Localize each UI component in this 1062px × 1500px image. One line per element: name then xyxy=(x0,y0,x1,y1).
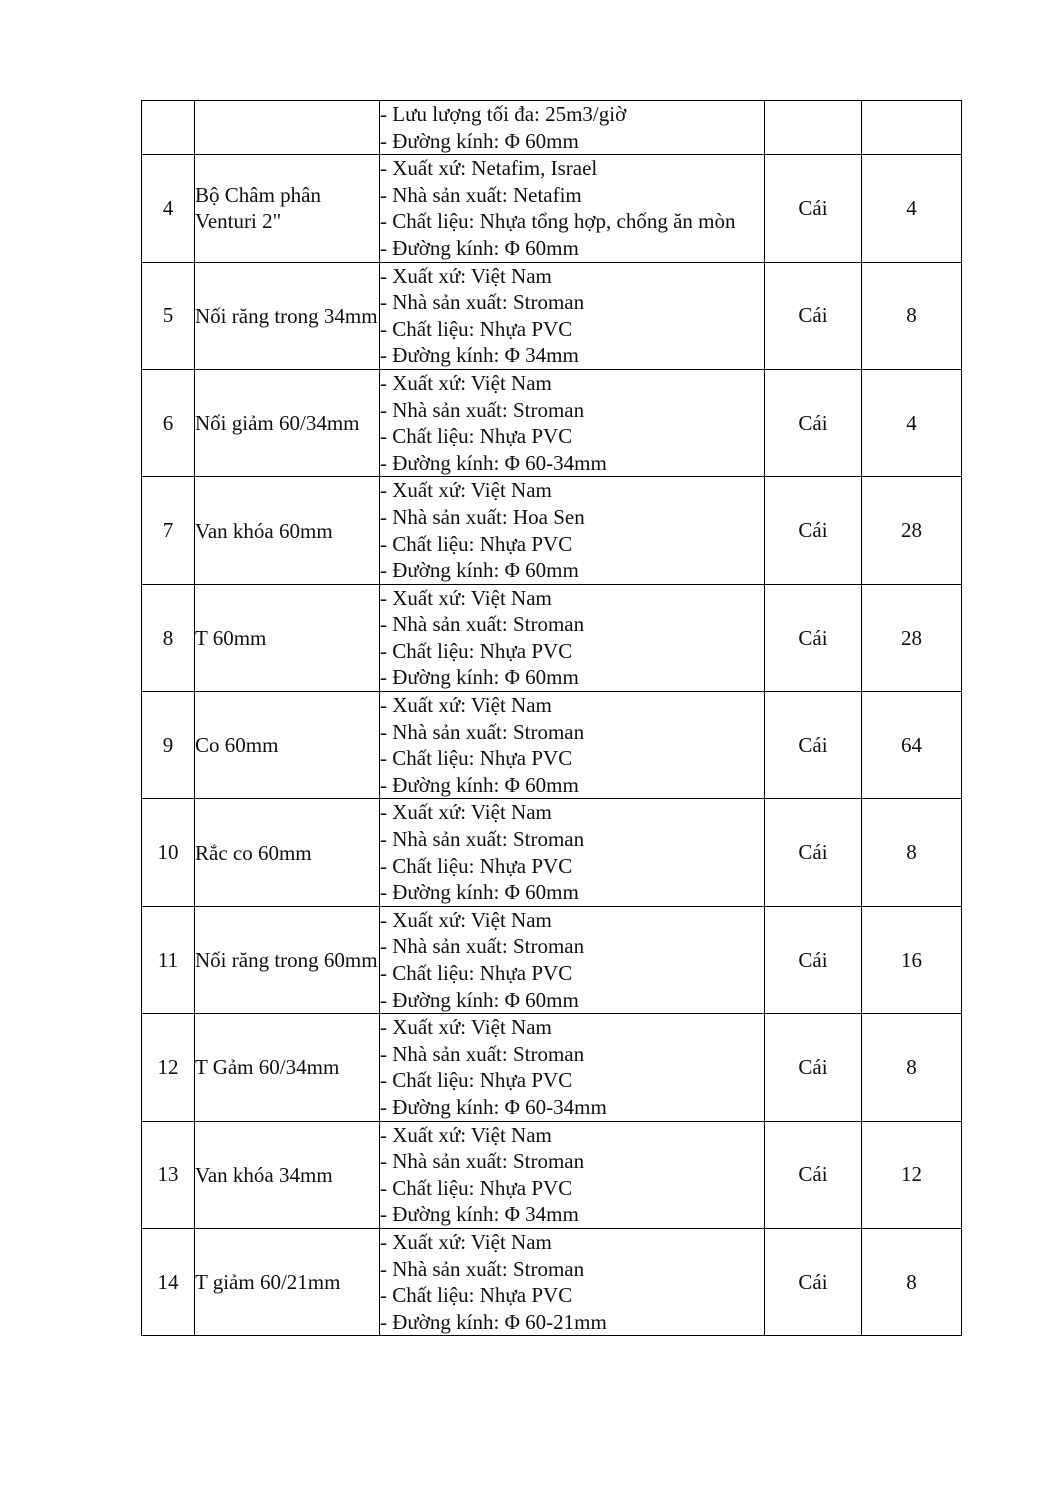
row-number: 13 xyxy=(142,1121,195,1228)
table-row xyxy=(142,477,962,584)
spec-line: - Xuất xứ: Việt Nam xyxy=(380,907,552,932)
table-row xyxy=(142,1121,962,1228)
item-specifications xyxy=(380,1228,765,1335)
spec-line: - Nhà sản xuất: Stroman xyxy=(380,719,585,744)
spec-line: - Xuất xứ: Việt Nam xyxy=(380,1015,552,1040)
spec-line: - Nhà sản xuất: Stroman xyxy=(380,934,585,959)
item-name: T giảm 60/21mm xyxy=(195,1228,380,1335)
item-specifications xyxy=(380,369,765,476)
row-number: 12 xyxy=(142,1014,195,1121)
item-name: T Gảm 60/34mm xyxy=(195,1014,380,1121)
table-row xyxy=(142,692,962,799)
table-row xyxy=(142,155,962,262)
table-row xyxy=(142,1228,962,1335)
item-specifications xyxy=(380,477,765,584)
spec-line: - Nhà sản xuất: Netafim xyxy=(380,182,582,207)
table-row xyxy=(142,262,962,369)
spec-line: - Xuất xứ: Netafim, Israel xyxy=(380,156,598,181)
spec-line: - Nhà sản xuất: Stroman xyxy=(380,827,585,852)
spec-line: - Chất liệu: Nhựa PVC xyxy=(380,853,573,878)
item-unit: Cái xyxy=(765,1228,862,1335)
spec-line: - Đường kính: Φ 34mm xyxy=(380,1202,579,1227)
item-unit: Cái xyxy=(765,906,862,1013)
spec-line: - Xuất xứ: Việt Nam xyxy=(380,800,552,825)
item-name: Nối răng trong 60mm xyxy=(195,906,380,1013)
spec-line: - Chất liệu: Nhựa PVC xyxy=(380,1068,573,1093)
item-name: Van khóa 60mm xyxy=(195,477,380,584)
spec-line: - Xuất xứ: Việt Nam xyxy=(380,478,552,503)
item-name: Rắc co 60mm xyxy=(195,799,380,906)
table-row xyxy=(142,369,962,476)
item-quantity: 12 xyxy=(862,1121,962,1228)
spec-line: - Lưu lượng tối đa: 25m3/giờ xyxy=(380,102,627,126)
spec-line: - Xuất xứ: Việt Nam xyxy=(380,585,552,610)
item-specifications xyxy=(380,584,765,691)
spec-line: - Đường kính: Φ 60-34mm xyxy=(380,450,607,475)
item-name xyxy=(195,101,380,155)
item-unit: Cái xyxy=(765,584,862,691)
item-quantity: 28 xyxy=(862,584,962,691)
spec-line: - Xuất xứ: Việt Nam xyxy=(380,693,552,718)
item-name: Nối răng trong 34mm xyxy=(195,262,380,369)
item-quantity: 8 xyxy=(862,262,962,369)
item-specifications xyxy=(380,1121,765,1228)
spec-line: - Chất liệu: Nhựa PVC xyxy=(380,316,573,341)
spec-line: - Xuất xứ: Việt Nam xyxy=(380,263,552,288)
spec-line: - Chất liệu: Nhựa PVC xyxy=(380,531,573,556)
spec-line: - Chất liệu: Nhựa PVC xyxy=(380,961,573,985)
item-quantity: 8 xyxy=(862,799,962,906)
item-unit: Cái xyxy=(765,369,862,476)
spec-line: - Nhà sản xuất: Stroman xyxy=(380,612,585,637)
item-specifications xyxy=(380,799,765,906)
item-unit: Cái xyxy=(765,799,862,906)
item-specifications xyxy=(380,692,765,799)
item-quantity: 28 xyxy=(862,477,962,584)
spec-line: - Nhà sản xuất: Hoa Sen xyxy=(380,504,585,529)
spec-line: - Xuất xứ: Việt Nam xyxy=(380,1122,552,1147)
spec-line: - Đường kính: Φ 60mm xyxy=(380,880,579,905)
spec-line: - Nhà sản xuất: Stroman xyxy=(380,397,585,422)
item-unit: Cái xyxy=(765,692,862,799)
item-name: Bộ Châm phân Venturi 2" xyxy=(195,155,380,262)
row-number: 6 xyxy=(142,369,195,476)
row-number: 14 xyxy=(142,1228,195,1335)
item-quantity: 8 xyxy=(862,1228,962,1335)
item-unit xyxy=(765,101,862,155)
item-specifications xyxy=(380,262,765,369)
spec-line: - Chất liệu: Nhựa PVC xyxy=(380,638,573,663)
row-number xyxy=(142,101,195,155)
item-unit: Cái xyxy=(765,1014,862,1121)
item-name: T 60mm xyxy=(195,584,380,691)
spec-line: - Đường kính: Φ 60mm xyxy=(380,987,579,1012)
spec-line: - Đường kính: Φ 60-34mm xyxy=(380,1094,607,1119)
item-name: Nối giảm 60/34mm xyxy=(195,369,380,476)
row-number: 9 xyxy=(142,692,195,799)
item-name: Van khóa 34mm xyxy=(195,1121,380,1228)
spec-line: - Chất liệu: Nhựa PVC xyxy=(380,1283,573,1308)
item-specifications xyxy=(380,101,765,155)
row-number: 5 xyxy=(142,262,195,369)
spec-line: - Chất liệu: Nhựa PVC xyxy=(380,746,573,771)
item-unit: Cái xyxy=(765,262,862,369)
row-number: 8 xyxy=(142,584,195,691)
spec-line: - Nhà sản xuất: Stroman xyxy=(380,1256,585,1281)
table-row xyxy=(142,799,962,906)
item-specifications xyxy=(380,1014,765,1121)
table-row xyxy=(142,1014,962,1121)
spec-line: - Nhà sản xuất: Stroman xyxy=(380,290,585,315)
item-unit: Cái xyxy=(765,1121,862,1228)
item-specifications xyxy=(380,155,765,262)
spec-line: - Chất liệu: Nhựa PVC xyxy=(380,1175,573,1200)
row-number: 10 xyxy=(142,799,195,906)
item-quantity xyxy=(862,101,962,155)
table-row xyxy=(142,101,962,155)
row-number: 11 xyxy=(142,906,195,1013)
spec-line: - Đường kính: Φ 60mm xyxy=(380,558,579,583)
spec-line: - Đường kính: Φ 34mm xyxy=(380,343,579,368)
item-quantity: 8 xyxy=(862,1014,962,1121)
spec-line: - Đường kính: Φ 60mm xyxy=(380,235,579,260)
item-quantity: 4 xyxy=(862,155,962,262)
spec-line: - Đường kính: Φ 60-21mm xyxy=(380,1309,607,1334)
item-specifications xyxy=(380,906,765,1013)
item-name: Co 60mm xyxy=(195,692,380,799)
table-body xyxy=(142,101,962,1336)
spec-line: - Nhà sản xuất: Stroman xyxy=(380,1149,585,1174)
table-row xyxy=(142,584,962,691)
item-quantity: 16 xyxy=(862,906,962,1013)
item-quantity: 4 xyxy=(862,369,962,476)
spec-line: - Nhà sản xuất: Stroman xyxy=(380,1041,585,1066)
row-number: 4 xyxy=(142,155,195,262)
item-unit: Cái xyxy=(765,155,862,262)
item-quantity: 64 xyxy=(862,692,962,799)
spec-line: - Xuất xứ: Việt Nam xyxy=(380,370,552,395)
spec-line: - Đường kính: Φ 60mm xyxy=(380,665,579,690)
table-row xyxy=(142,906,962,1013)
spec-line: - Xuất xứ: Việt Nam xyxy=(380,1229,552,1254)
spec-line: - Chất liệu: Nhựa tổng hợp, chống ăn mòn xyxy=(380,209,736,234)
spec-line: - Chất liệu: Nhựa PVC xyxy=(380,424,573,449)
spec-line: - Đường kính: Φ 60mm xyxy=(380,772,579,797)
spec-line: - Đường kính: Φ 60mm xyxy=(380,128,579,153)
equipment-spec-table xyxy=(141,100,962,1336)
item-unit: Cái xyxy=(765,477,862,584)
row-number: 7 xyxy=(142,477,195,584)
